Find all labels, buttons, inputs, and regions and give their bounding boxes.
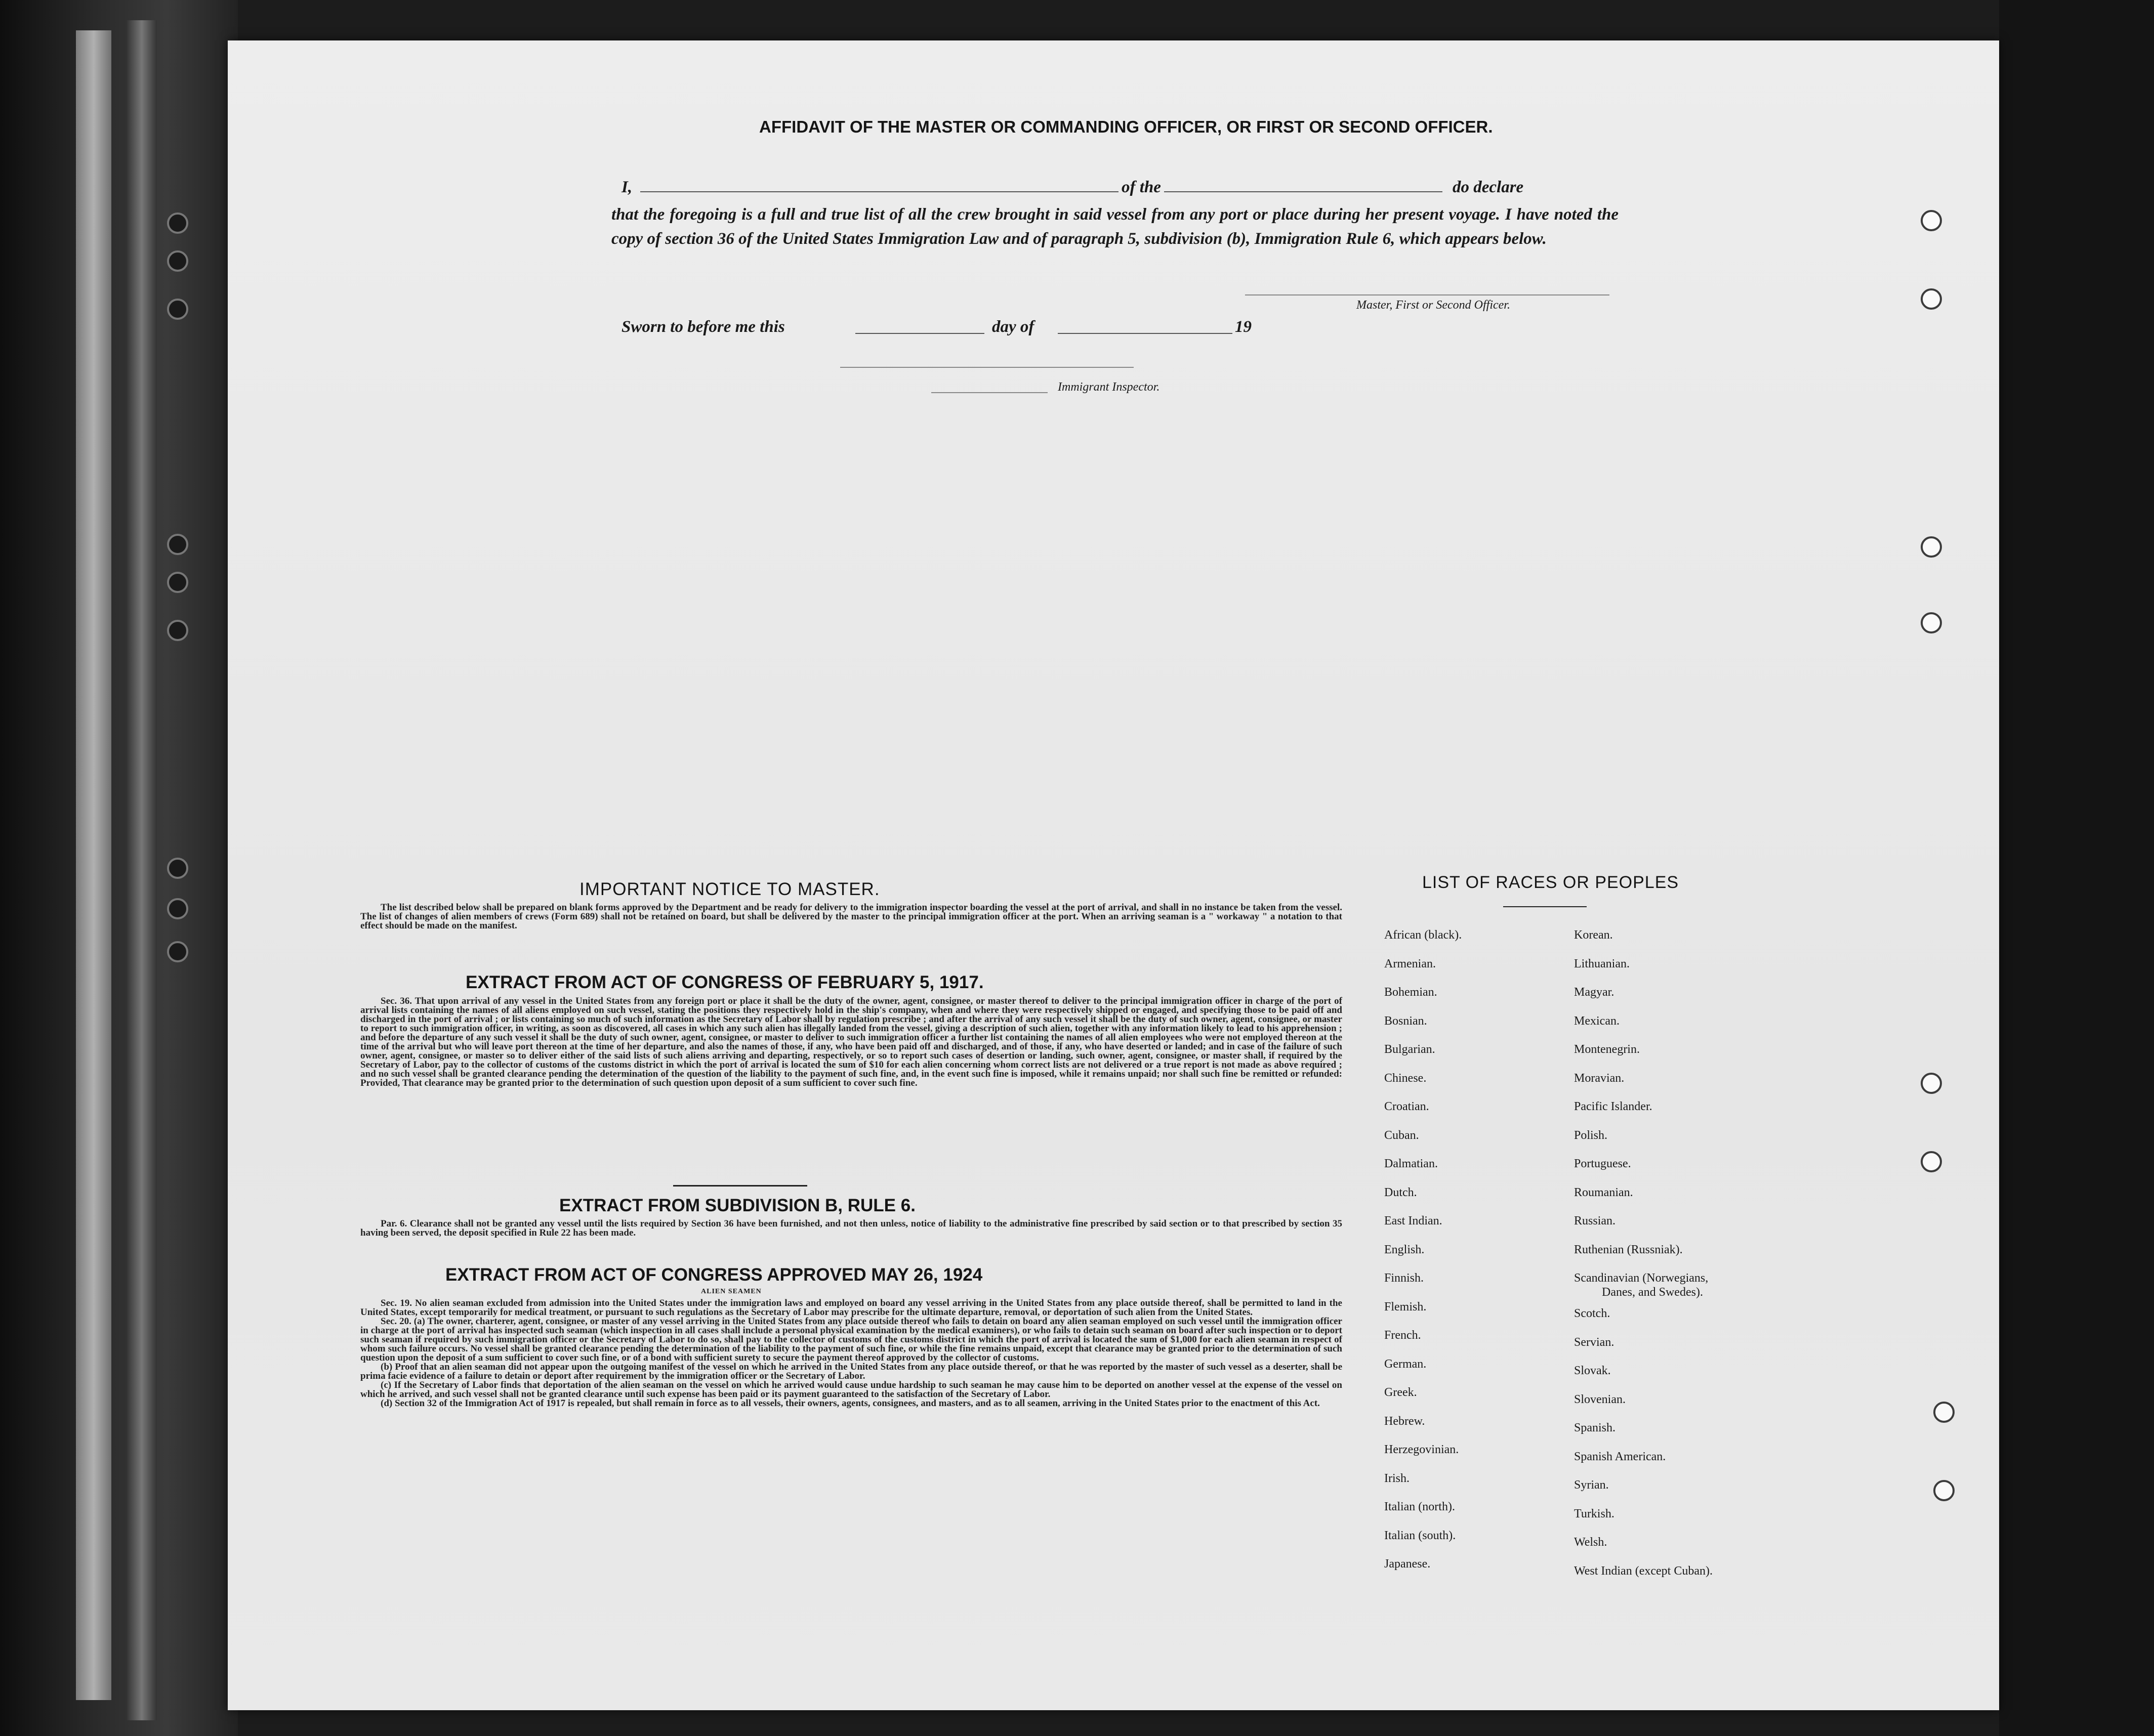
race-item: Bulgarian. [1384, 1043, 1435, 1056]
month-line [1058, 333, 1232, 334]
punch-hole-icon [1921, 536, 1942, 558]
race-item: Turkish. [1574, 1507, 1614, 1520]
binder-strip [76, 30, 111, 1700]
binder-ring-icon [167, 620, 188, 641]
race-item: West Indian (except Cuban). [1574, 1564, 1713, 1578]
race-item: Italian (north). [1384, 1500, 1455, 1513]
divider [673, 1185, 807, 1187]
race-item: Spanish American. [1574, 1450, 1666, 1463]
race-item: Portuguese. [1574, 1157, 1631, 1170]
race-item: Finnish. [1384, 1272, 1424, 1285]
affidavit-of-the: of the [1119, 178, 1164, 197]
race-item: Armenian. [1384, 957, 1436, 970]
race-item: Roumanian. [1574, 1185, 1633, 1199]
races-divider [1503, 906, 1587, 907]
race-item: African (black). [1384, 928, 1462, 942]
punch-hole-icon [1921, 288, 1942, 310]
race-item: Scandinavian (Norwegians, [1574, 1272, 1709, 1285]
race-item: German. [1384, 1357, 1427, 1371]
extract-1924-paragraph: (c) If the Secretary of Labor finds that deportation of the alien seaman on the vessel on which he arrived would cause undue hardship to such seaman he may cause him to be deported on another vessel at the expense of the vessel on which he arrived, and such vessel shall not be granted clearance until such expense has been paid or its payment guaranteed to the satisfaction of the Secretary of Labor. [360, 1380, 1342, 1400]
race-item: East Indian. [1384, 1214, 1442, 1227]
extract-1924-paragraph: (b) Proof that an alien seaman did not appear upon the outgoing manifest of the vessel on which he arrived in the United States from any place outside thereof, or that he was reported by the master of such vessel as a deserter, shall be prima facie evidence of a failure to detain or deport after requirement by the immigration officer or the Secretary of Labor. [360, 1362, 1342, 1381]
race-item: Chinese. [1384, 1071, 1427, 1085]
binder-ring-icon [167, 534, 188, 555]
extract-1924-paragraph: Sec. 19. No alien seaman excluded from admission into the United States under the immigration laws and employed on board any vessel arriving in the United States from any place outside thereof, shall be permitted to land in the United States, except temporarily for medical treatment, or pursuant to such regulations as the Secretary of Labor may prescribe for the ultimate departure, removal, or deportation of such alien from the United States. [360, 1298, 1342, 1318]
punch-hole-icon [1921, 612, 1942, 633]
race-item: Lithuanian. [1574, 957, 1630, 970]
race-item: Pacific Islander. [1574, 1100, 1652, 1113]
race-item: Hebrew. [1384, 1414, 1425, 1428]
race-item: Montenegrin. [1574, 1043, 1640, 1056]
punch-hole-icon [1921, 1073, 1942, 1094]
race-item: Dalmatian. [1384, 1157, 1438, 1170]
race-item: Spanish. [1574, 1421, 1616, 1434]
race-item: Greek. [1384, 1386, 1417, 1399]
day-of-label: day of [992, 318, 1034, 336]
extract-1917-body: Sec. 36. That upon arrival of any vessel in the United States from any foreign port or place it shall be the duty of the owner, agent, consignee, or master thereof to deliver to the principal immigration officer in charge of the port of arrival lists containing the names of all aliens employed on such vessel, stating the positions they respectively hold in the ship's company, when and where they were respectively shipped or engaged, and specifying those to be paid off and discharged in the port of arrival ; or lists containing so much of such information as the Secretary of Labor shall by regulation prescribe ; and after the arrival of any such vessel it shall be the duty of such owner, agent, consignee, or master to report to such immigration officer, in writing, as soon as discovered, all cases in which any such alien has illegally landed from the vessel, giving a description of such alien, together with any information likely to lead to his apprehension ; and before the departure of any such vessel it shall be the duty of such owner, agent, consignee, or master to deliver to such immigration officer a further list containing the names of all alien employees who were not employed thereon at the time of the arrival but who will leave port thereon at the time of her departure, and also the names of those, if any, who have been paid off and discharged, and of those, if any, who have deserted or landed; and in case of the failure of such owner, agent, consignee, or master so to deliver either of the said lists of such aliens arriving and departing, respectively, or so to report such cases of desertion or landing, such owner, agent, consignee, or master shall, if required by the Secretary of Labor, pay to the collector of customs of the customs district in which the port of arrival is located the sum of $10 for each alien concerning whom correct lists are not delivered or a true report is not made as above required ; and no such vessel shall be granted clearance pending the determination of the question of the liability to the payment of such fine, and, in the event such fine is imposed, while it remains unpaid; nor shall such fine be remitted or refunded: Provided, That clearance may be granted prior to the determination of such question upon deposit of a sum sufficient to cover such fine. [360, 996, 1342, 1088]
punch-hole-icon [1933, 1402, 1955, 1423]
races-right-column [1574, 921, 1713, 1585]
race-item: Cuban. [1384, 1128, 1419, 1142]
sworn-day-line [855, 333, 984, 334]
notice-body: The list described below shall be prepared on blank forms approved by the Department and be ready for delivery to the immigration inspector boarding the vessel at the port of arrival, and shall in no instance be taken from the vessel. The list of changes of alien members of crews (Form 689) shall not be retained on board, but shall be delivered by the master to the principal immigration officer at the port. When an arriving seaman is a " workaway " a notation to that effect should be made on the manifest. [360, 902, 1342, 931]
signature-line [1245, 294, 1609, 295]
race-item: Slovenian. [1574, 1392, 1626, 1406]
extract-rule6-body: Par. 6. Clearance shall not be granted any vessel until the lists required by Section 36 have been furnished, and not then unless, notice of liability to the administrative fine prescribed by said section or to that prescribed by section 35 having been served, the deposit specified in Rule 22 has been made. [360, 1218, 1342, 1238]
race-item: Scotch. [1574, 1307, 1610, 1320]
race-item: Moravian. [1574, 1071, 1625, 1085]
binder-ring-icon [167, 213, 188, 234]
race-item: French. [1384, 1329, 1421, 1342]
binder-ring-icon [167, 898, 188, 919]
races-title: LIST OF RACES OR PEOPLES [1422, 873, 1679, 892]
binder-ring-icon [167, 941, 188, 962]
race-item: Korean. [1574, 928, 1613, 942]
binder-ring-icon [167, 250, 188, 272]
race-item: Polish. [1574, 1128, 1608, 1142]
sworn-label: Sworn to before me this [622, 318, 785, 336]
binder-ring-icon [167, 572, 188, 593]
race-item: Japanese. [1384, 1557, 1431, 1571]
extract-rule6-title: EXTRACT FROM SUBDIVISION B, RULE 6. [559, 1196, 916, 1215]
race-item: Danes, and Swedes). [1602, 1286, 1703, 1299]
extract-1924-paragraph: (d) Section 32 of the Immigration Act of 1917 is repealed, but shall remain in force as to all vessels, their owners, agents, consignees, and masters, and as to all seamen, arriving in the United States prior to the enactment of this Act. [381, 1398, 1320, 1409]
affidavit-body: that the foregoing is a full and true list of all the crew brought in said vessel from any port or place during her present voyage. I have noted the copy of section 36 of the United States Immigration Law and of paragraph 5, subdivision (b), Immigration Rule 6, which appears below. [611, 205, 1619, 248]
punch-hole-icon [1921, 210, 1942, 231]
alien-seamen-subtitle: ALIEN SEAMEN [701, 1288, 762, 1295]
race-item: Croatian. [1384, 1100, 1429, 1113]
race-item: Magyar. [1574, 986, 1614, 999]
inspector-line [840, 367, 1134, 368]
race-item: Servian. [1574, 1335, 1614, 1349]
affidavit-title: AFFIDAVIT OF THE MASTER OR COMMANDING OFFICER, OR FIRST OR SECOND OFFICER. [759, 117, 1493, 136]
binder-background [0, 0, 238, 1736]
race-item: Bohemian. [1384, 986, 1437, 999]
race-item: Slovak. [1574, 1364, 1611, 1377]
affidavit-do-declare: do declare [1453, 178, 1524, 196]
document-page [228, 40, 1999, 1710]
year-prefix: 19 [1235, 318, 1252, 336]
race-item: Mexican. [1574, 1014, 1620, 1028]
race-item: Bosnian. [1384, 1014, 1427, 1028]
punch-hole-icon [1933, 1480, 1955, 1501]
extract-1924-paragraph: Sec. 20. (a) The owner, charterer, agent, consignee, or master of any vessel arriving in the United States from any place outside thereof who fails to detain on board any alien seaman employed on such vessel until the immigration officer in charge at the port of arrival has inspected such seaman (which inspection in all cases shall include a personal physical examination by the medical examiners), or who fails to detain such seaman on board after such inspection or to deport such seaman if required by such immigration officer or the Secretary of Labor to do so, shall pay to the collector of customs of the customs district in which the port of arrival is located the sum of $1,000 for each alien seaman in respect of whom such failure occurs. No vessel shall be granted clearance pending the determination of the liability to the payment of such fine, or while the fine remains unpaid, except that clearance may be granted prior to the determination of such question upon the deposit of a sum sufficient to cover such fine, or of a bond with sufficient surety to secure the payment thereof approved by the collector of customs. [360, 1316, 1342, 1363]
binder-spine [127, 20, 157, 1720]
race-item: Ruthenian (Russniak). [1574, 1243, 1683, 1256]
race-item: Russian. [1574, 1214, 1616, 1227]
binder-ring-icon [167, 858, 188, 879]
race-item: Herzegovinian. [1384, 1443, 1459, 1456]
affidavit-i: I, [622, 178, 633, 196]
race-item: Syrian. [1574, 1478, 1609, 1492]
inspector-label: Immigrant Inspector. [1058, 380, 1160, 394]
extract-1924-body [360, 1299, 1342, 1408]
vessel-line [1184, 191, 1442, 192]
extract-1924-title: EXTRACT FROM ACT OF CONGRESS APPROVED MAY 26, 1924 [445, 1265, 983, 1285]
inspector-line-2 [931, 392, 1048, 393]
extract-1917-title: EXTRACT FROM ACT OF CONGRESS OF FEBRUARY 5, 1917. [466, 972, 984, 992]
race-item: Welsh. [1574, 1536, 1607, 1549]
punch-hole-icon [1921, 1151, 1942, 1172]
race-item: Irish. [1384, 1471, 1410, 1485]
signature-label: Master, First or Second Officer. [1356, 299, 1510, 312]
race-item: Dutch. [1384, 1185, 1417, 1199]
races-left-column [1384, 921, 1462, 1579]
notice-title: IMPORTANT NOTICE TO MASTER. [579, 879, 880, 899]
scan-background-right [1999, 0, 2154, 1736]
binder-ring-icon [167, 299, 188, 320]
race-item: Italian (south). [1384, 1529, 1456, 1542]
race-item: English. [1384, 1243, 1425, 1256]
race-item: Flemish. [1384, 1300, 1427, 1314]
